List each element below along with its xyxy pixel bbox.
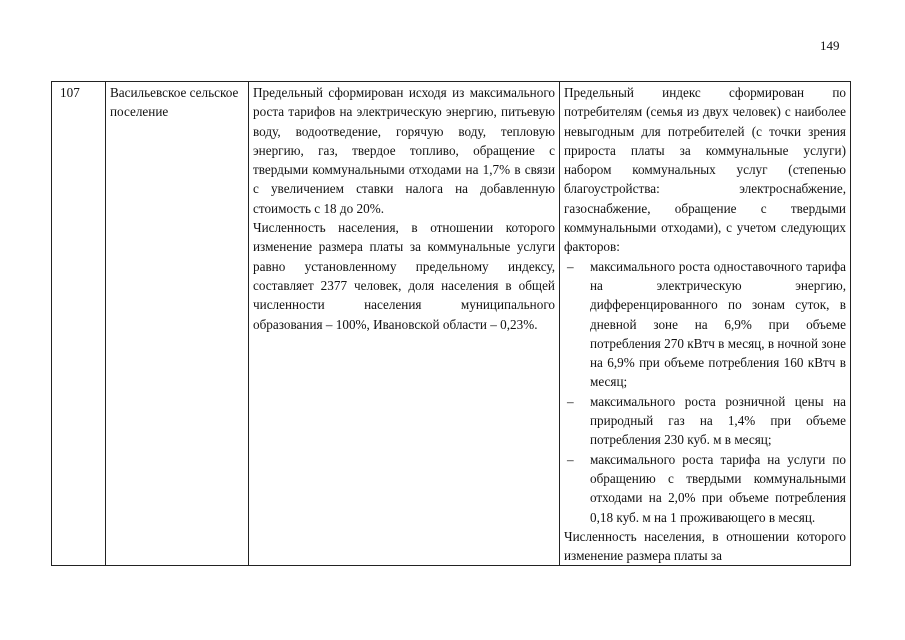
factor-text: максимального роста розничной цены на природный газ на 1,4% при объеме потребления 230 куб. м в месяц; xyxy=(590,393,846,448)
list-item xyxy=(564,257,846,392)
row-number-cell: 107 xyxy=(52,82,106,566)
list-item xyxy=(564,392,846,450)
basis-paragraph: Численность населения, в отношении которого изменение размера платы за коммунальные услуги равно установленному предельному индексу, составляет 2377 человек, доля населения в общей численности населения муниципального образования – 100%, Ивановской области – 0,23%. xyxy=(253,220,555,332)
municipality-name-cell: Васильевское сельское поселение xyxy=(106,82,249,566)
factor-text: максимального роста тарифа на услуги по обращению с твердыми коммунальными отходами на 2,0% при объеме потребления 0,18 куб. м на 1 проживающего в месяц. xyxy=(590,451,846,525)
data-table xyxy=(51,81,851,566)
factors-list xyxy=(564,257,846,527)
basis-cell xyxy=(249,82,560,566)
factor-text: максимального роста одноставочного тарифа на электрическую энергию, дифференцированного по зонам суток, в дневной зоне на 6,9% при объеме потребления 270 кВтч в месяц, в ночной зоне на 6,9% при объеме потребления 160 кВтч в месяц; xyxy=(590,258,846,390)
calculation-cell xyxy=(560,82,851,566)
table-row xyxy=(52,82,851,566)
list-marker: – xyxy=(567,451,574,467)
list-marker: – xyxy=(567,258,574,274)
list-marker: – xyxy=(567,393,574,409)
list-item xyxy=(564,450,846,527)
basis-paragraph: Предельный сформирован исходя из максимального роста тарифов на электрическую энергию, питьевую воду, водоотведение, горячую воду, тепловую энергию, газ, твердое топливо, обращение с твердыми коммунальными отходами на 1,7% в связи с увеличением ставки налога на добавленную стоимость с 18 до 20%. xyxy=(253,85,555,216)
calc-tail-paragraph: Численность населения, в отношении которого изменение размера платы за xyxy=(564,528,846,564)
calc-intro-paragraph: Предельный индекс сформирован по потребителям (семья из двух человек) с наиболее невыгодным для потребителей (с точки зрения прироста платы за коммунальные услуги) набором коммунальных услуг (степенью благоустройства: электроснабжение, газоснабжение, обращение с твердыми коммунальными отходами), с учетом следующих факторов: xyxy=(564,85,846,255)
page-number: 149 xyxy=(820,38,840,53)
